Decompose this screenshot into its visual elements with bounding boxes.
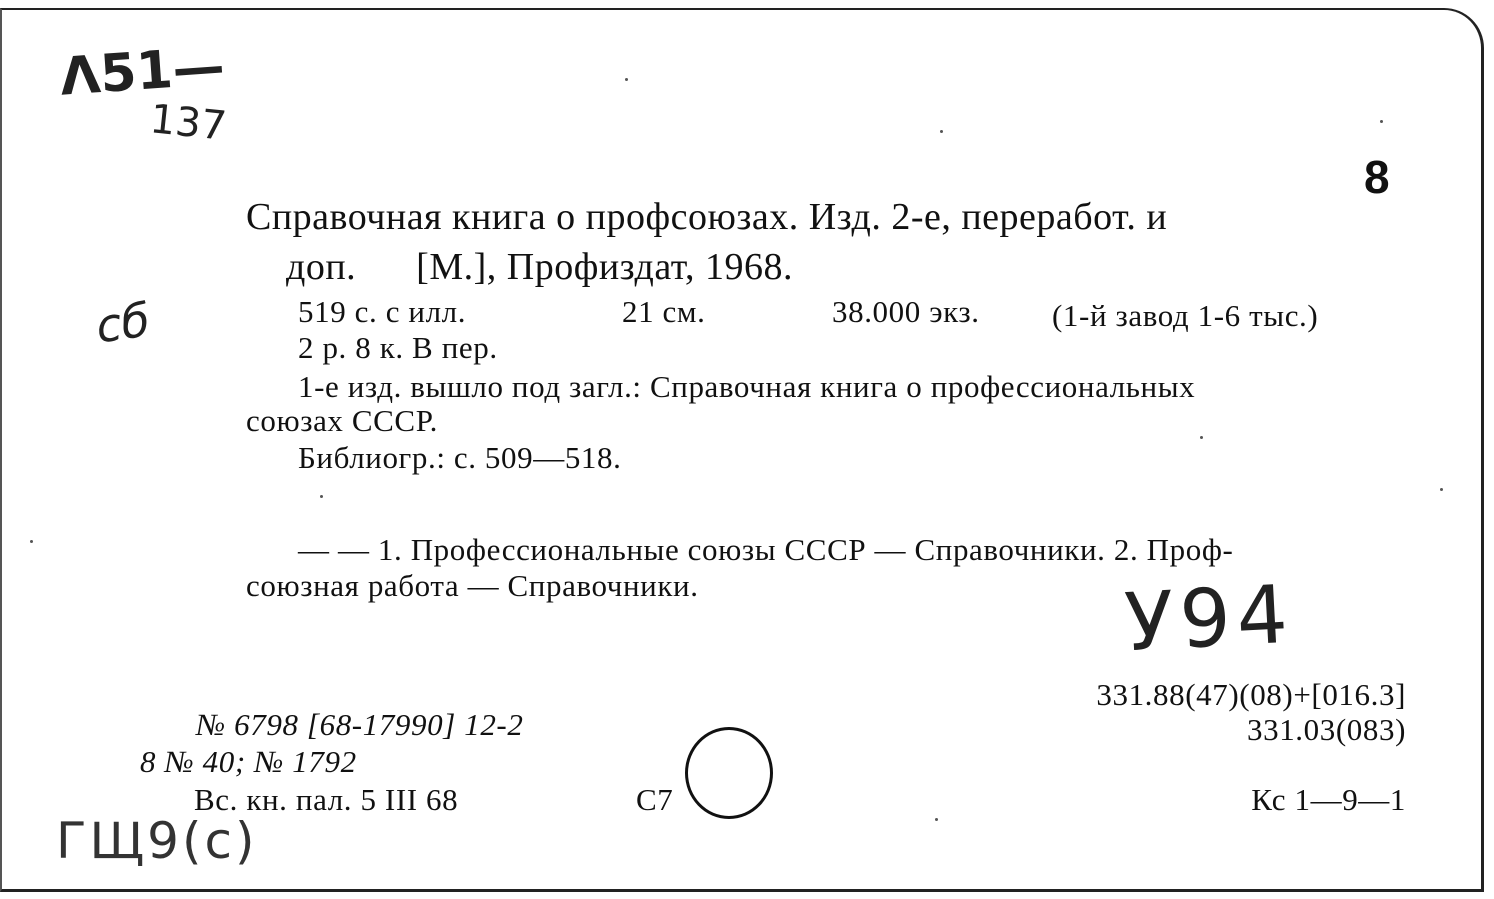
card-number: 8 — [1364, 151, 1390, 203]
classification-line-2: 331.03(083) — [1247, 712, 1406, 747]
registry-line-1: № 6798 [68-17990] 12-2 — [196, 707, 524, 742]
note-line-1: 1-е изд. вышло под загл.: Справочная книга о профессиональных — [298, 369, 1196, 404]
speck — [935, 818, 938, 821]
classification-line-1: 331.88(47)(08)+[016.3] — [1096, 677, 1406, 712]
physical-print-run: (1-й завод 1-6 тыс.) — [1052, 298, 1319, 333]
speck — [320, 495, 323, 498]
stamp-code: С7 — [636, 782, 674, 817]
title-line-2: доп. [М.], Профиздат, 1968. — [286, 246, 793, 288]
handwritten-margin-mark: сб — [92, 292, 154, 354]
speck — [1380, 120, 1383, 123]
registry-line-3: Вс. кн. пал. 5 III 68 — [194, 782, 459, 817]
speck — [625, 78, 628, 81]
subjects-line-1: — — 1. Профессиональные союзы СССР — Справочники. 2. Проф- — [298, 532, 1234, 567]
registry-line-2: 8 № 40; № 1792 — [140, 744, 357, 779]
title-line-1: Справочная книга о профсоюзах. Изд. 2-е, переработ. и — [246, 196, 1168, 238]
subjects-line-2: союзная работа — Справочники. — [246, 568, 699, 603]
stamp-circle — [685, 727, 773, 819]
speck — [1440, 488, 1443, 491]
speck — [1200, 436, 1203, 439]
handwritten-udc-mark: У94 — [1122, 567, 1296, 670]
bibliography: Библиогр.: с. 509—518. — [298, 440, 622, 475]
speck — [940, 130, 943, 133]
handwritten-bottom-mark: ГЩ9(с) — [56, 812, 258, 870]
speck — [30, 540, 33, 543]
physical-size: 21 см. — [622, 294, 706, 329]
note-line-2: союзах СССР. — [246, 403, 439, 438]
physical-pages: 519 с. с илл. — [298, 294, 467, 329]
handwritten-shelfmark-bottom: 137 — [147, 96, 229, 150]
price: 2 р. 8 к. В пер. — [298, 330, 498, 365]
kc-code: Кс 1—9—1 — [1251, 782, 1406, 817]
handwritten-shelfmark-top: Λ51— — [58, 36, 227, 108]
physical-copies: 38.000 экз. — [832, 294, 980, 329]
